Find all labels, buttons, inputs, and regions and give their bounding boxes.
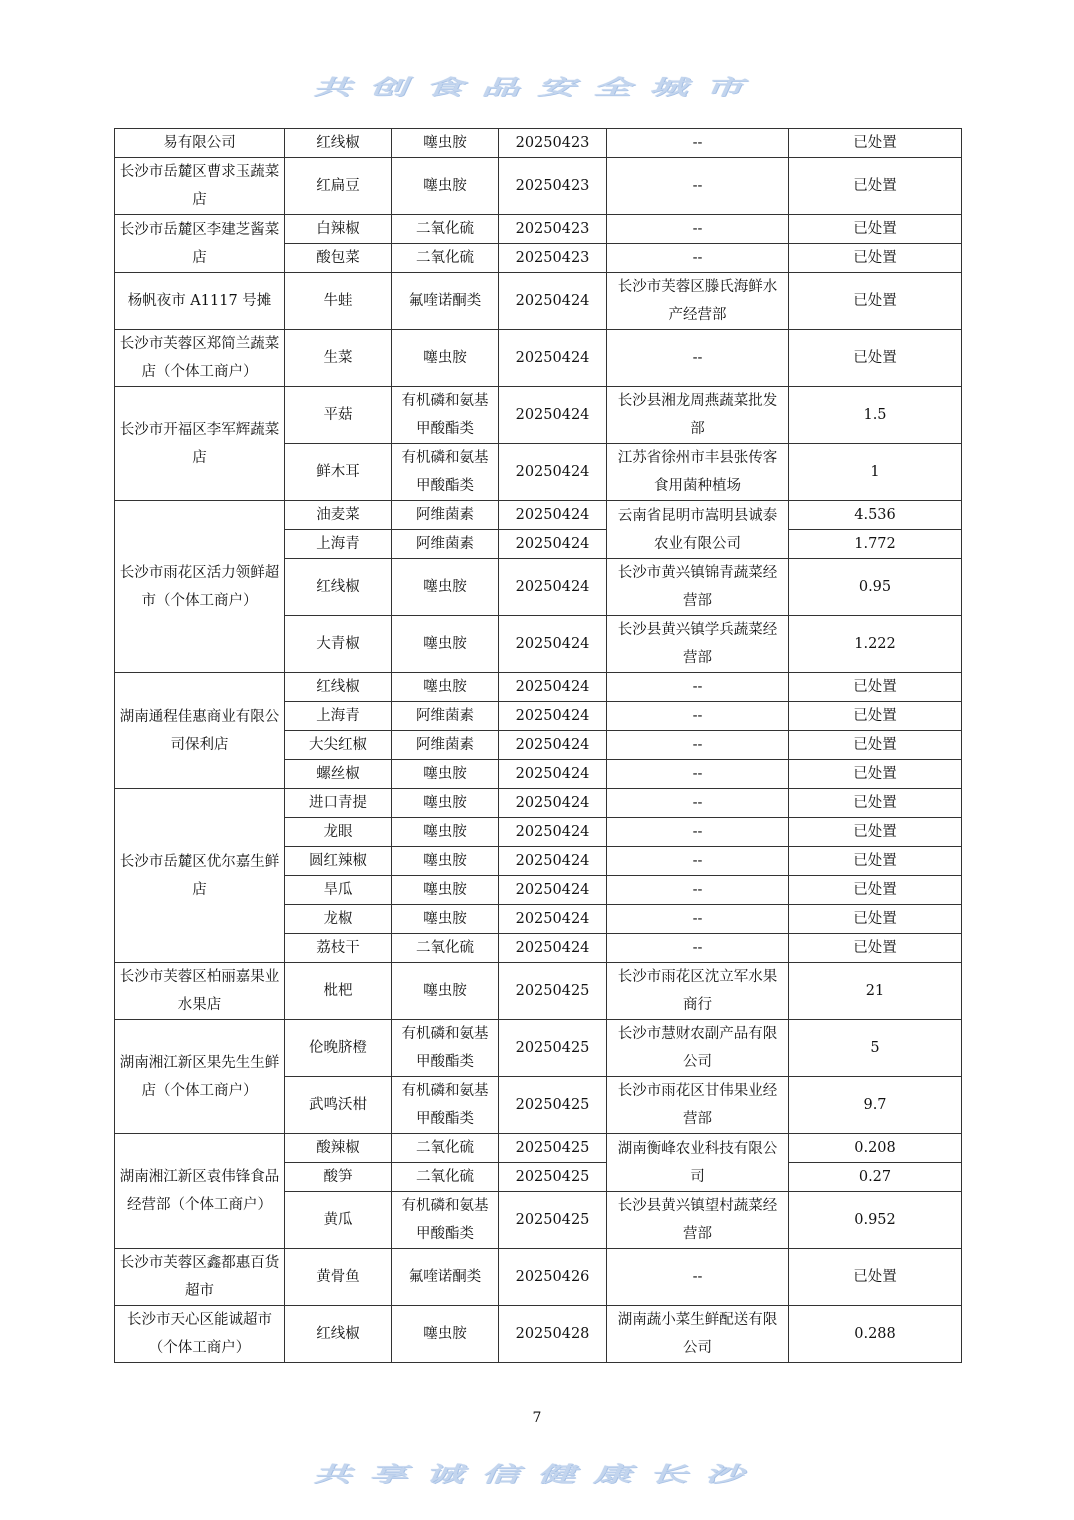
table-cell: -- — [607, 876, 789, 905]
table-cell: 20250424 — [499, 731, 607, 760]
table-cell: 白辣椒 — [285, 215, 392, 244]
table-cell: 已处置 — [789, 273, 962, 330]
table-row — [115, 1134, 962, 1163]
table-cell: 已处置 — [789, 876, 962, 905]
table-cell: 长沙县湘龙周燕蔬菜批发部 — [607, 387, 789, 444]
table-cell: 20250426 — [499, 1249, 607, 1306]
page-number: 7 — [532, 1410, 542, 1426]
table-cell: 二氧化硫 — [392, 934, 499, 963]
table-cell: 噻虫胺 — [392, 559, 499, 616]
table-cell: 已处置 — [789, 215, 962, 244]
table-cell: 噻虫胺 — [392, 847, 499, 876]
table-cell: 9.7 — [789, 1077, 962, 1134]
table-cell: 长沙县黄兴镇学兵蔬菜经营部 — [607, 616, 789, 673]
table-cell: 20250424 — [499, 934, 607, 963]
table-cell: 圆红辣椒 — [285, 847, 392, 876]
table-cell: 5 — [789, 1020, 962, 1077]
table-cell: 江苏省徐州市丰县张传客食用菌种植场 — [607, 444, 789, 501]
table-cell: -- — [607, 330, 789, 387]
table-cell: 长沙市雨花区活力领鲜超市（个体工商户） — [115, 501, 285, 673]
table-cell: 阿维菌素 — [392, 501, 499, 530]
table-cell: 已处置 — [789, 934, 962, 963]
table-cell: 长沙县黄兴镇望村蔬菜经营部 — [607, 1192, 789, 1249]
table-cell: 长沙市天心区能诚超市（个体工商户） — [115, 1306, 285, 1363]
table-cell: 20250425 — [499, 1077, 607, 1134]
table-cell: 20250424 — [499, 847, 607, 876]
table-cell: 二氧化硫 — [392, 1134, 499, 1163]
table-cell: 长沙市慧财农副产品有限公司 — [607, 1020, 789, 1077]
table-row — [115, 1249, 962, 1306]
table-cell: -- — [607, 905, 789, 934]
table-cell: -- — [607, 934, 789, 963]
table-cell: 已处置 — [789, 789, 962, 818]
table-cell: -- — [607, 789, 789, 818]
table-cell: 20250424 — [499, 530, 607, 559]
table-cell: 阿维菌素 — [392, 731, 499, 760]
table-row — [115, 501, 962, 530]
table-cell: 噻虫胺 — [392, 158, 499, 215]
table-cell: 红线椒 — [285, 1306, 392, 1363]
table-cell: 阿维菌素 — [392, 702, 499, 731]
table-cell: -- — [607, 1249, 789, 1306]
table-cell: 噻虫胺 — [392, 818, 499, 847]
table-cell: 已处置 — [789, 129, 962, 158]
footer-banner: 共享诚信健康长沙 — [312, 1462, 761, 1487]
table-cell: 20250425 — [499, 963, 607, 1020]
table-cell: 噻虫胺 — [392, 905, 499, 934]
table-cell: 已处置 — [789, 818, 962, 847]
table-cell: 大尖红椒 — [285, 731, 392, 760]
table-cell: 阿维菌素 — [392, 530, 499, 559]
table-cell: 20250424 — [499, 702, 607, 731]
table-cell: 1.222 — [789, 616, 962, 673]
table-cell: -- — [607, 129, 789, 158]
table-cell: 二氧化硫 — [392, 1163, 499, 1192]
table-row — [115, 330, 962, 387]
table-cell: 长沙市雨花区沈立军水果商行 — [607, 963, 789, 1020]
table-cell: 已处置 — [789, 731, 962, 760]
table-cell: 酸包菜 — [285, 244, 392, 273]
table-cell: 红扁豆 — [285, 158, 392, 215]
table-cell: 20250425 — [499, 1163, 607, 1192]
table-cell: 长沙市芙蓉区郑简兰蔬菜店（个体工商户） — [115, 330, 285, 387]
table-cell: 20250424 — [499, 876, 607, 905]
table-cell: 有机磷和氨基甲酸酯类 — [392, 387, 499, 444]
table-cell: -- — [607, 731, 789, 760]
table-cell: 龙椒 — [285, 905, 392, 934]
table-cell: 噻虫胺 — [392, 330, 499, 387]
table-cell: -- — [607, 158, 789, 215]
table-cell: 20250424 — [499, 387, 607, 444]
table-cell: 长沙市开福区李军辉蔬菜店 — [115, 387, 285, 501]
table-cell: 20250424 — [499, 273, 607, 330]
table-row — [115, 1306, 962, 1363]
table-cell: 有机磷和氨基甲酸酯类 — [392, 1020, 499, 1077]
table-cell: 龙眼 — [285, 818, 392, 847]
table-cell: 已处置 — [789, 1249, 962, 1306]
table-cell: 20250424 — [499, 818, 607, 847]
table-cell: 噻虫胺 — [392, 760, 499, 789]
table-cell: 湖南蔬小菜生鲜配送有限公司 — [607, 1306, 789, 1363]
table-cell: 20250425 — [499, 1134, 607, 1163]
table-cell: 氟喹诺酮类 — [392, 273, 499, 330]
table-row — [115, 129, 962, 158]
table-cell: -- — [607, 673, 789, 702]
table-cell: 20250424 — [499, 760, 607, 789]
table-cell: 黄瓜 — [285, 1192, 392, 1249]
table-cell: 噻虫胺 — [392, 673, 499, 702]
table-cell: 21 — [789, 963, 962, 1020]
table-cell: 20250424 — [499, 501, 607, 530]
table-cell: 0.952 — [789, 1192, 962, 1249]
table-cell: 20250424 — [499, 789, 607, 818]
table-cell: 长沙市芙蓉区滕氏海鲜水产经营部 — [607, 273, 789, 330]
table-cell: -- — [607, 702, 789, 731]
table-cell: 有机磷和氨基甲酸酯类 — [392, 1192, 499, 1249]
table-cell: 牛蛙 — [285, 273, 392, 330]
table-cell: 易有限公司 — [115, 129, 285, 158]
table-cell: 杨帆夜市 A1117 号摊 — [115, 273, 285, 330]
table-cell: 有机磷和氨基甲酸酯类 — [392, 444, 499, 501]
table-row — [115, 215, 962, 244]
table-cell: 20250424 — [499, 616, 607, 673]
table-cell: 长沙市芙蓉区鑫都惠百货超市 — [115, 1249, 285, 1306]
table-body — [115, 129, 962, 1363]
table-cell: 20250424 — [499, 444, 607, 501]
table-cell: 二氧化硫 — [392, 215, 499, 244]
table-cell: 已处置 — [789, 158, 962, 215]
table-cell: 已处置 — [789, 673, 962, 702]
table-row — [115, 963, 962, 1020]
table-row — [115, 273, 962, 330]
table-cell: 0.288 — [789, 1306, 962, 1363]
table-cell: 已处置 — [789, 760, 962, 789]
table-cell: 1 — [789, 444, 962, 501]
table-cell: 20250424 — [499, 905, 607, 934]
table-cell: 湖南湘江新区袁伟锋食品经营部（个体工商户） — [115, 1134, 285, 1249]
table-cell: 20250424 — [499, 673, 607, 702]
table-cell: 已处置 — [789, 702, 962, 731]
table-row — [115, 673, 962, 702]
table-cell: -- — [607, 847, 789, 876]
table-cell: 20250424 — [499, 330, 607, 387]
table-cell: -- — [607, 244, 789, 273]
table-cell: 20250428 — [499, 1306, 607, 1363]
table-cell: 湖南衡峰农业科技有限公司 — [607, 1134, 789, 1192]
table-row — [115, 387, 962, 444]
table-cell: 上海青 — [285, 702, 392, 731]
table-cell: 20250423 — [499, 244, 607, 273]
table-cell: 20250425 — [499, 1192, 607, 1249]
table-cell: 酸笋 — [285, 1163, 392, 1192]
table-cell: 长沙市岳麓区李建芝酱菜店 — [115, 215, 285, 273]
table-cell: 长沙市芙蓉区柏丽嘉果业水果店 — [115, 963, 285, 1020]
table-cell: 荔枝干 — [285, 934, 392, 963]
table-cell: 红线椒 — [285, 673, 392, 702]
table-cell: 二氧化硫 — [392, 244, 499, 273]
table-cell: 平菇 — [285, 387, 392, 444]
table-cell: 长沙市雨花区甘伟果业经营部 — [607, 1077, 789, 1134]
table-cell: 氟喹诺酮类 — [392, 1249, 499, 1306]
table-cell: -- — [607, 818, 789, 847]
header-banner: 共创食品安全城市 — [312, 75, 761, 100]
table-cell: 生菜 — [285, 330, 392, 387]
table-cell: 螺丝椒 — [285, 760, 392, 789]
table-cell: 有机磷和氨基甲酸酯类 — [392, 1077, 499, 1134]
table-cell: 枇杷 — [285, 963, 392, 1020]
table-cell: 已处置 — [789, 244, 962, 273]
table-cell: 武鸣沃柑 — [285, 1077, 392, 1134]
table-cell: 酸辣椒 — [285, 1134, 392, 1163]
table-cell: 已处置 — [789, 330, 962, 387]
table-row — [115, 789, 962, 818]
table-cell: 长沙市岳麓区曹求玉蔬菜店 — [115, 158, 285, 215]
table-cell: 20250423 — [499, 129, 607, 158]
table-cell: 0.27 — [789, 1163, 962, 1192]
table-cell: 噻虫胺 — [392, 963, 499, 1020]
table-cell: 1.5 — [789, 387, 962, 444]
table-cell: 20250424 — [499, 559, 607, 616]
table-cell: 20250423 — [499, 158, 607, 215]
table-cell: 旱瓜 — [285, 876, 392, 905]
table-row — [115, 158, 962, 215]
table-cell: 湖南湘江新区果先生生鲜店（个体工商户） — [115, 1020, 285, 1134]
table-cell: 0.95 — [789, 559, 962, 616]
table-cell: 油麦菜 — [285, 501, 392, 530]
table-cell: 噻虫胺 — [392, 1306, 499, 1363]
table-cell: 长沙市岳麓区优尔嘉生鲜店 — [115, 789, 285, 963]
table-cell: 噻虫胺 — [392, 129, 499, 158]
table-cell: 云南省昆明市嵩明县诚泰农业有限公司 — [607, 501, 789, 559]
table-cell: 进口青提 — [285, 789, 392, 818]
table-row — [115, 1020, 962, 1077]
table-cell: 鲜木耳 — [285, 444, 392, 501]
table-cell: 0.208 — [789, 1134, 962, 1163]
table-cell: 噻虫胺 — [392, 876, 499, 905]
table-cell: 上海青 — [285, 530, 392, 559]
table-cell: -- — [607, 215, 789, 244]
table-cell: 4.536 — [789, 501, 962, 530]
table-cell: 伦晚脐橙 — [285, 1020, 392, 1077]
table-cell: 20250423 — [499, 215, 607, 244]
table-cell: 噻虫胺 — [392, 616, 499, 673]
table-cell: 湖南通程佳惠商业有限公司保利店 — [115, 673, 285, 789]
table-cell: 1.772 — [789, 530, 962, 559]
table-cell: 已处置 — [789, 905, 962, 934]
table-cell: 长沙市黄兴镇锦青蔬菜经营部 — [607, 559, 789, 616]
table-cell: 20250425 — [499, 1020, 607, 1077]
table-cell: 红线椒 — [285, 559, 392, 616]
table-cell: 大青椒 — [285, 616, 392, 673]
table-cell: 红线椒 — [285, 129, 392, 158]
table-cell: -- — [607, 760, 789, 789]
table-cell: 已处置 — [789, 847, 962, 876]
table-cell: 噻虫胺 — [392, 789, 499, 818]
inspection-table — [114, 128, 962, 1363]
table-cell: 黄骨鱼 — [285, 1249, 392, 1306]
